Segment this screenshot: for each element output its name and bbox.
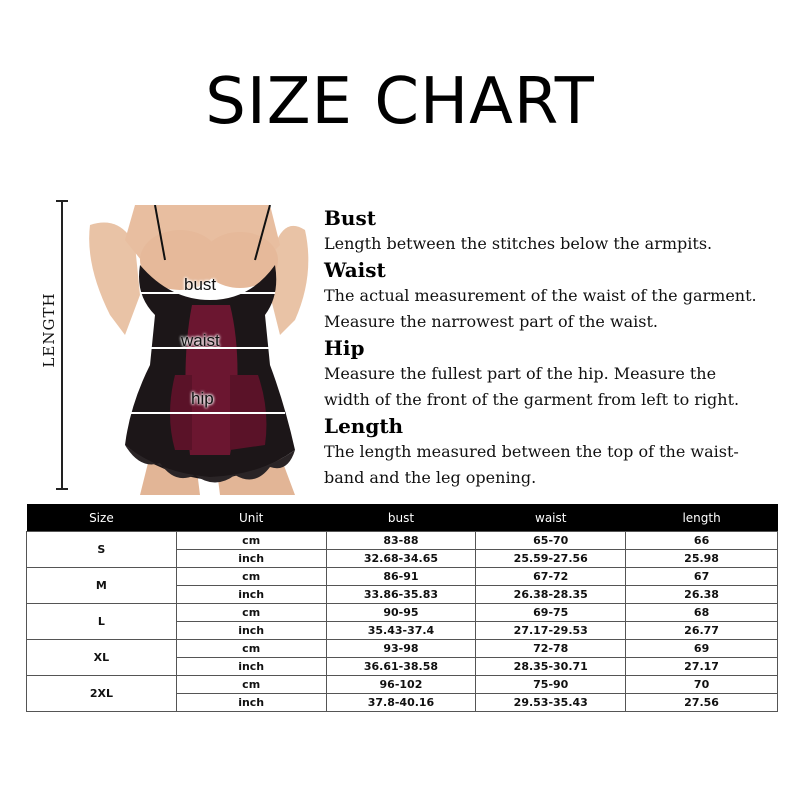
description-line: band and the leg opening. [324,468,537,487]
waist-cell: 28.35-30.71 [476,658,626,676]
unit-cell: cm [176,604,326,622]
bust-cell: 33.86-35.83 [326,586,476,604]
bust-cell: 83-88 [326,532,476,550]
table-row [27,640,778,658]
unit-cell: cm [176,568,326,586]
unit-cell: inch [176,550,326,568]
description-heading: Length [324,414,404,438]
unit-cell: cm [176,676,326,694]
description-line: Measure the narrowest part of the waist. [324,312,659,331]
waist-cell: 69-75 [476,604,626,622]
size-table [26,504,778,712]
table-row [27,604,778,622]
unit-cell: inch [176,694,326,712]
model-figure [80,205,320,495]
length-line [61,200,63,490]
length-description [324,413,794,491]
bust-cell: 32.68-34.65 [326,550,476,568]
unit-cell: inch [176,586,326,604]
bust-label: bust [184,275,217,294]
waist-description [324,257,794,335]
measurement-descriptions [324,205,794,491]
size-cell: S [27,532,177,568]
length-cell: 27.56 [626,694,778,712]
bust-cell: 36.61-38.58 [326,658,476,676]
size-cell: 2XL [27,676,177,712]
length-cell: 66 [626,532,778,550]
description-line: Length between the stitches below the armpits. [324,234,713,253]
unit-cell: inch [176,658,326,676]
description-line: width of the front of the garment from left to right. [324,390,740,409]
unit-cell: inch [176,622,326,640]
size-cell: XL [27,640,177,676]
header-bust: bust [326,504,476,532]
bust-cell: 93-98 [326,640,476,658]
waist-label: waist [181,331,220,350]
header-length: length [626,504,778,532]
waist-cell: 29.53-35.43 [476,694,626,712]
waist-cell: 65-70 [476,532,626,550]
size-cell: L [27,604,177,640]
header-waist: waist [476,504,626,532]
hip-description [324,335,794,413]
description-line: Measure the fullest part of the hip. Measure the [324,364,717,383]
length-cell: 27.17 [626,658,778,676]
length-cell: 68 [626,604,778,622]
description-heading: Hip [324,336,365,360]
length-cell: 67 [626,568,778,586]
size-cell: M [27,568,177,604]
unit-cell: cm [176,532,326,550]
page-title: SIZE CHART [205,65,595,139]
bust-description [324,205,794,257]
length-cell: 25.98 [626,550,778,568]
length-cell: 26.38 [626,586,778,604]
description-heading: Waist [324,258,386,282]
description-line: The actual measurement of the waist of the garment. [324,286,757,305]
table-header-row [27,504,778,532]
bust-cell: 37.8-40.16 [326,694,476,712]
length-label: LENGTH [40,292,58,368]
waist-cell: 67-72 [476,568,626,586]
bust-cell: 96-102 [326,676,476,694]
length-cap-bottom [56,488,68,490]
waist-cell: 75-90 [476,676,626,694]
table-row [27,676,778,694]
description-line: The length measured between the top of the waist- [324,442,739,461]
header-size: Size [27,504,177,532]
length-cap-top [56,200,68,202]
header-unit: Unit [176,504,326,532]
length-cell: 26.77 [626,622,778,640]
table-row [27,568,778,586]
bust-cell: 86-91 [326,568,476,586]
hip-label: hip [191,389,214,408]
waist-cell: 27.17-29.53 [476,622,626,640]
bust-cell: 90-95 [326,604,476,622]
table-row [27,532,778,550]
waist-cell: 25.59-27.56 [476,550,626,568]
length-cell: 69 [626,640,778,658]
waist-cell: 72-78 [476,640,626,658]
length-cell: 70 [626,676,778,694]
bust-cell: 35.43-37.4 [326,622,476,640]
waist-cell: 26.38-28.35 [476,586,626,604]
unit-cell: cm [176,640,326,658]
description-heading: Bust [324,206,376,230]
